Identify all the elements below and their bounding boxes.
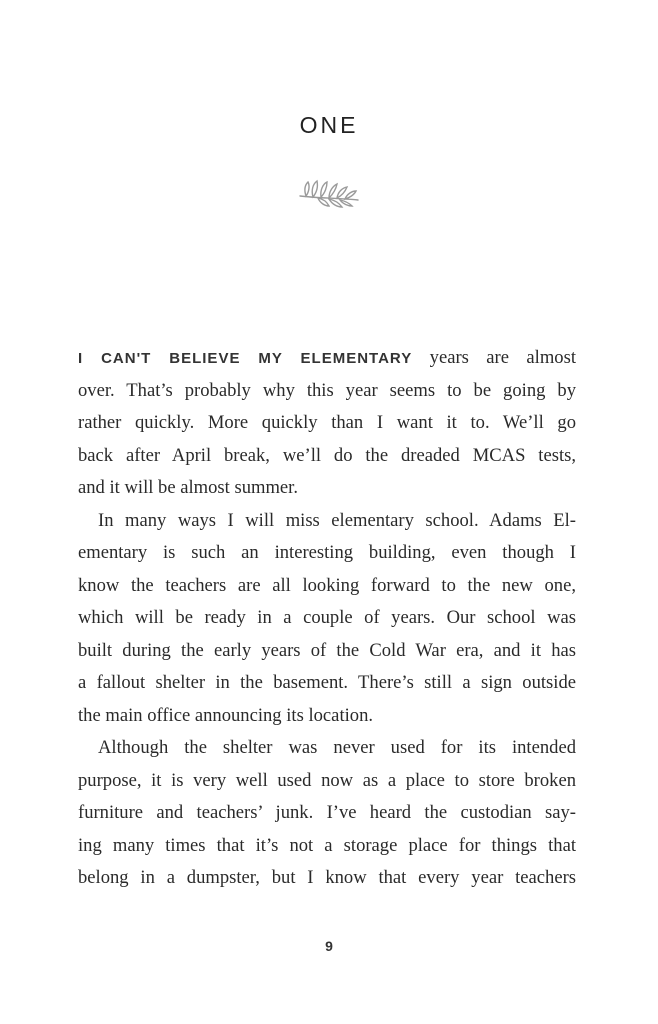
text-line: the main office announcing its location.: [78, 704, 374, 726]
text-line: know the teachers are all looking forward to the new one,: [78, 574, 576, 596]
text-line: ing many times that it’s not a storage place for things that: [78, 834, 576, 856]
page-number: 9: [325, 938, 333, 954]
lead-in-smallcaps: I CAN'T BELIEVE MY ELEMENTARY: [78, 350, 413, 367]
text-line: Although the shelter was never used for its intended: [98, 737, 576, 758]
body-text: [78, 342, 576, 895]
text-line: over. That’s probably why this year seems to be going by: [78, 379, 576, 401]
text-line: which will be ready in a couple of years. Our school was: [78, 607, 576, 628]
text-line: back after April break, we’ll do the dreaded MCAS tests,: [78, 444, 576, 466]
text-line: In many ways I will miss elementary school. Adams El-: [98, 509, 576, 531]
text-line: belong in a dumpster, but I know that every year teachers: [78, 867, 576, 888]
text-line: I CAN'T BELIEVE MY ELEMENTARY years are almost: [78, 347, 576, 368]
chapter-title: ONE: [299, 112, 359, 138]
text-line: furniture and teachers’ junk. I’ve heard the custodian say-: [78, 802, 576, 823]
text-line: built during the early years of the Cold War era, and it has: [78, 639, 576, 661]
text-line: purpose, it is very well used now as a place to store broken: [78, 769, 576, 791]
text-line: rather quickly. More quickly than I want it to. We’ll go: [78, 412, 576, 433]
text-line: and it will be almost summer.: [78, 477, 299, 498]
leaf-sprig-icon: [296, 176, 362, 210]
text-line: ementary is such an interesting building, even though I: [78, 542, 576, 563]
text-line: a fallout shelter in the basement. There’s still a sign outside: [78, 672, 576, 693]
